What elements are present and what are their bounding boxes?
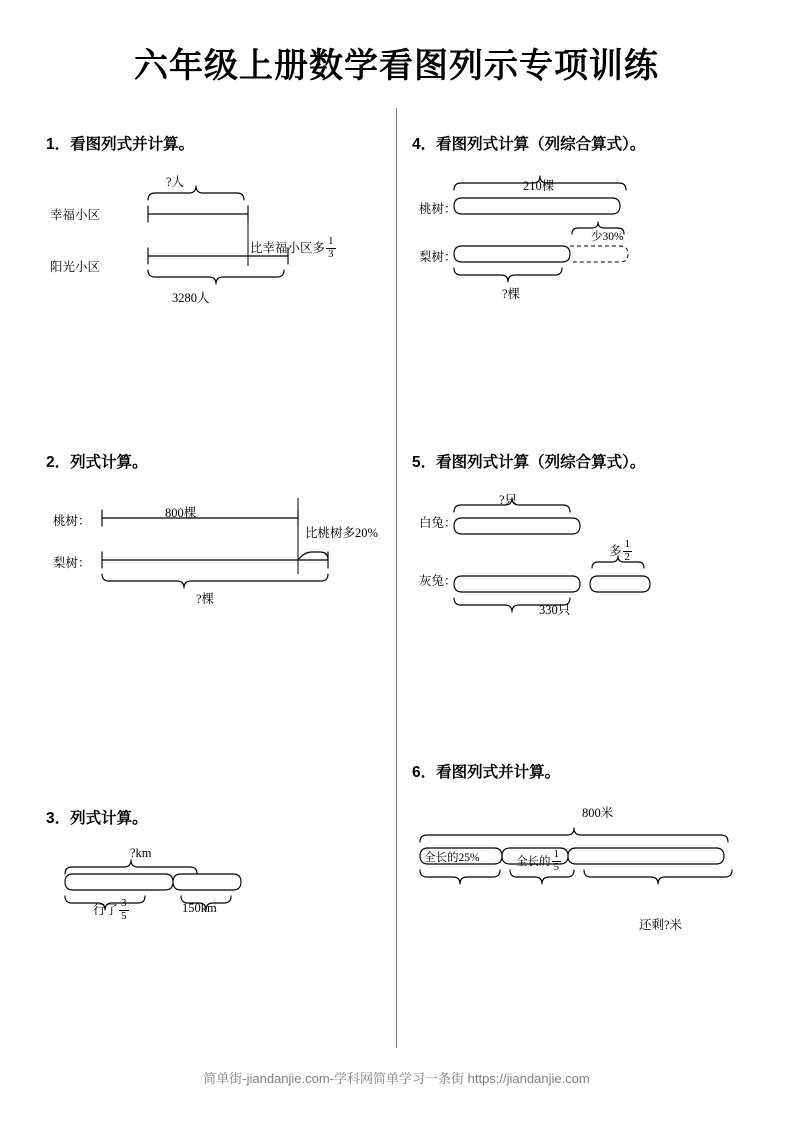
problem-4-row2-label: 梨树： [419, 250, 457, 264]
problem-4-diagram [412, 172, 742, 302]
problem-4-top-value: 210棵 [523, 179, 555, 193]
problem-1-bottom-brace-label: 3280人 [172, 291, 210, 305]
problem-5-heading: 5．看图列式计算（列综合算式）。 [412, 454, 646, 471]
problem-6-part1-label: 全长的25% [424, 852, 480, 864]
problem-3-left-part-text: 行了 [93, 902, 119, 917]
problem-6-bottom-brace-label: 还剩?米 [639, 918, 683, 932]
problem-5-row1-label: 白兔： [419, 516, 457, 530]
problem-6-diagram [412, 810, 762, 940]
problem-3-heading: 3．列式计算。 [46, 810, 148, 827]
problem-4-row1-label: 桃树： [419, 202, 457, 216]
problem-2-row2-label: 梨树： [53, 556, 91, 570]
problem-1-side-note [250, 236, 337, 261]
problem-6-part2-fraction: $\frac{1}{5}$ [553, 848, 559, 873]
problem-6-part2-label [516, 849, 562, 874]
problem-4-dashed-note: 少30% [591, 231, 624, 243]
problem-3-left-part-fraction: $\frac{3}{5}$ [121, 897, 127, 922]
problem-5-extra-note [609, 539, 633, 564]
problem-1-side-note-text: 比幸福小区多 [250, 240, 326, 255]
problem-5-diagram [412, 486, 742, 636]
problem-5-bottom-brace-label: 330只 [539, 603, 571, 617]
problem-1-top-brace-label: ?人 [166, 175, 185, 189]
problem-5-extra-fraction: $\frac{1}{2}$ [624, 538, 631, 563]
problem-4-bottom-brace-label: ?棵 [502, 287, 521, 301]
problem-6-part2-text: 全长的 [516, 855, 551, 868]
page-title: 六年级上册数学看图列示专项训练 [134, 47, 659, 85]
problem-2-row1-value: 800棵 [165, 506, 197, 520]
problem-3-top-brace-label: ?km [130, 846, 152, 860]
column-divider [396, 108, 397, 1048]
problem-1-side-note-fraction: $\frac{1}{3}$ [328, 235, 334, 260]
problem-1-row2-label: 阳光小区 [50, 260, 101, 274]
problem-3-left-part-label [93, 898, 130, 923]
problem-3-right-part-label: 150km [182, 901, 217, 915]
problem-2-side-note: 比桃树多20% [305, 526, 378, 540]
problem-6-heading: 6．看图列式并计算。 [412, 764, 561, 781]
problem-1-row1-label: 幸福小区 [50, 208, 101, 222]
problem-2-row1-label: 桃树： [53, 514, 91, 528]
page-footer: 简单街-jiandanjie.com-学科网简单学习一条街 https://jiandanjie.com [203, 1071, 590, 1086]
problem-2-heading: 2．列式计算。 [46, 454, 148, 471]
problem-6-top-brace-label: 800米 [582, 806, 614, 820]
problem-5-row2-label: 灰兔： [419, 574, 457, 588]
problem-3-diagram [40, 842, 340, 932]
problem-5-extra-text: 多 [609, 543, 622, 558]
problem-5-top-brace-label: ?只 [499, 493, 518, 507]
problem-2-bottom-brace-label: ?棵 [196, 592, 215, 606]
problem-1-heading: 1．看图列式并计算。 [46, 136, 195, 153]
problem-4-heading: 4．看图列式计算（列综合算式）。 [412, 136, 646, 153]
